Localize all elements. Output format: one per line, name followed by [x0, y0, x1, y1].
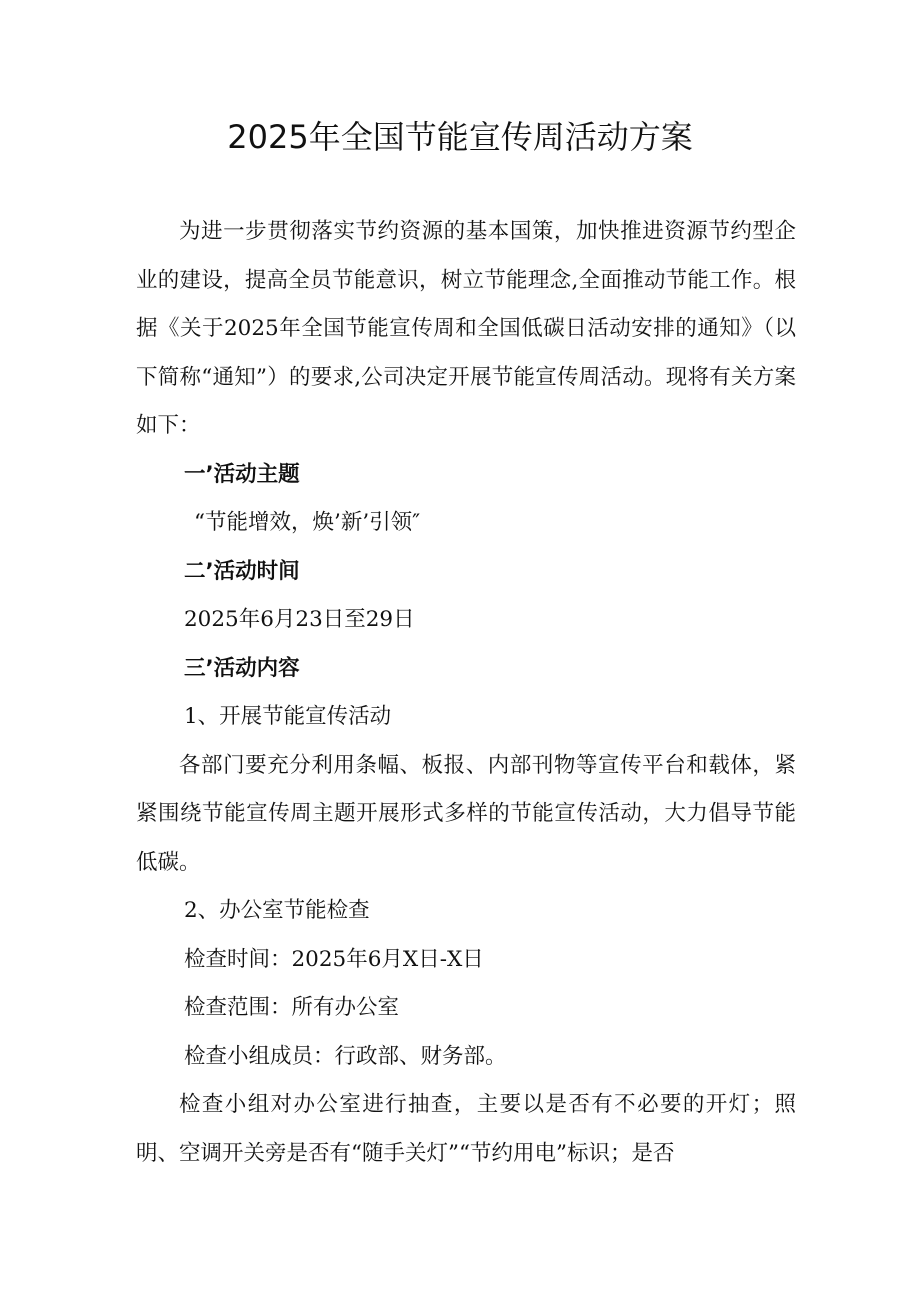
check-time: 检查时间：2025年6月X日-X日 — [184, 946, 484, 972]
section-heading-theme: 一’活动主题 — [184, 461, 300, 487]
check-team: 检查小组成员：行政部、财务部。 — [184, 1043, 507, 1069]
item2-title: 2、办公室节能检查 — [184, 898, 370, 923]
intro-paragraph: 为进一步贯彻落实节约资源的基本国策，加快推进资源节约型企业的建设，提高全员节能意识，树立节能理念,全面推动节能工作。根据《关于2025年全国节能宣传周和全国低碳日活动安排的通知》（以下简称“通知”）的要求,公司决定开展节能宣传周活动。现将有关方案如下： — [136, 219, 796, 438]
document-body — [136, 208, 796, 1178]
check-paragraph: 检查小组对办公室进行抽查，主要以是否有不必要的开灯；照明、空调开关旁是否有“随手关灯”“节约用电”标识；是否 — [136, 1092, 796, 1166]
time-text: 2025年6月23日至29日 — [184, 607, 415, 632]
check-scope: 检查范围：所有办公室 — [184, 995, 400, 1020]
item1-title: 1、开展节能宣传活动 — [184, 704, 392, 729]
item1-paragraph: 各部门要充分利用条幅、板报、内部刊物等宣传平台和载体，紧紧围绕节能宣传周主题开展形式多样的节能宣传活动，大力倡导节能低碳。 — [136, 752, 796, 875]
section-heading-time: 二’活动时间 — [184, 558, 300, 584]
section-heading-content: 三’活动内容 — [184, 655, 300, 681]
theme-text: “节能增效，焕’新’引领″ — [194, 510, 421, 535]
document-title: 2025年全国节能宣传周活动方案 — [227, 118, 693, 156]
